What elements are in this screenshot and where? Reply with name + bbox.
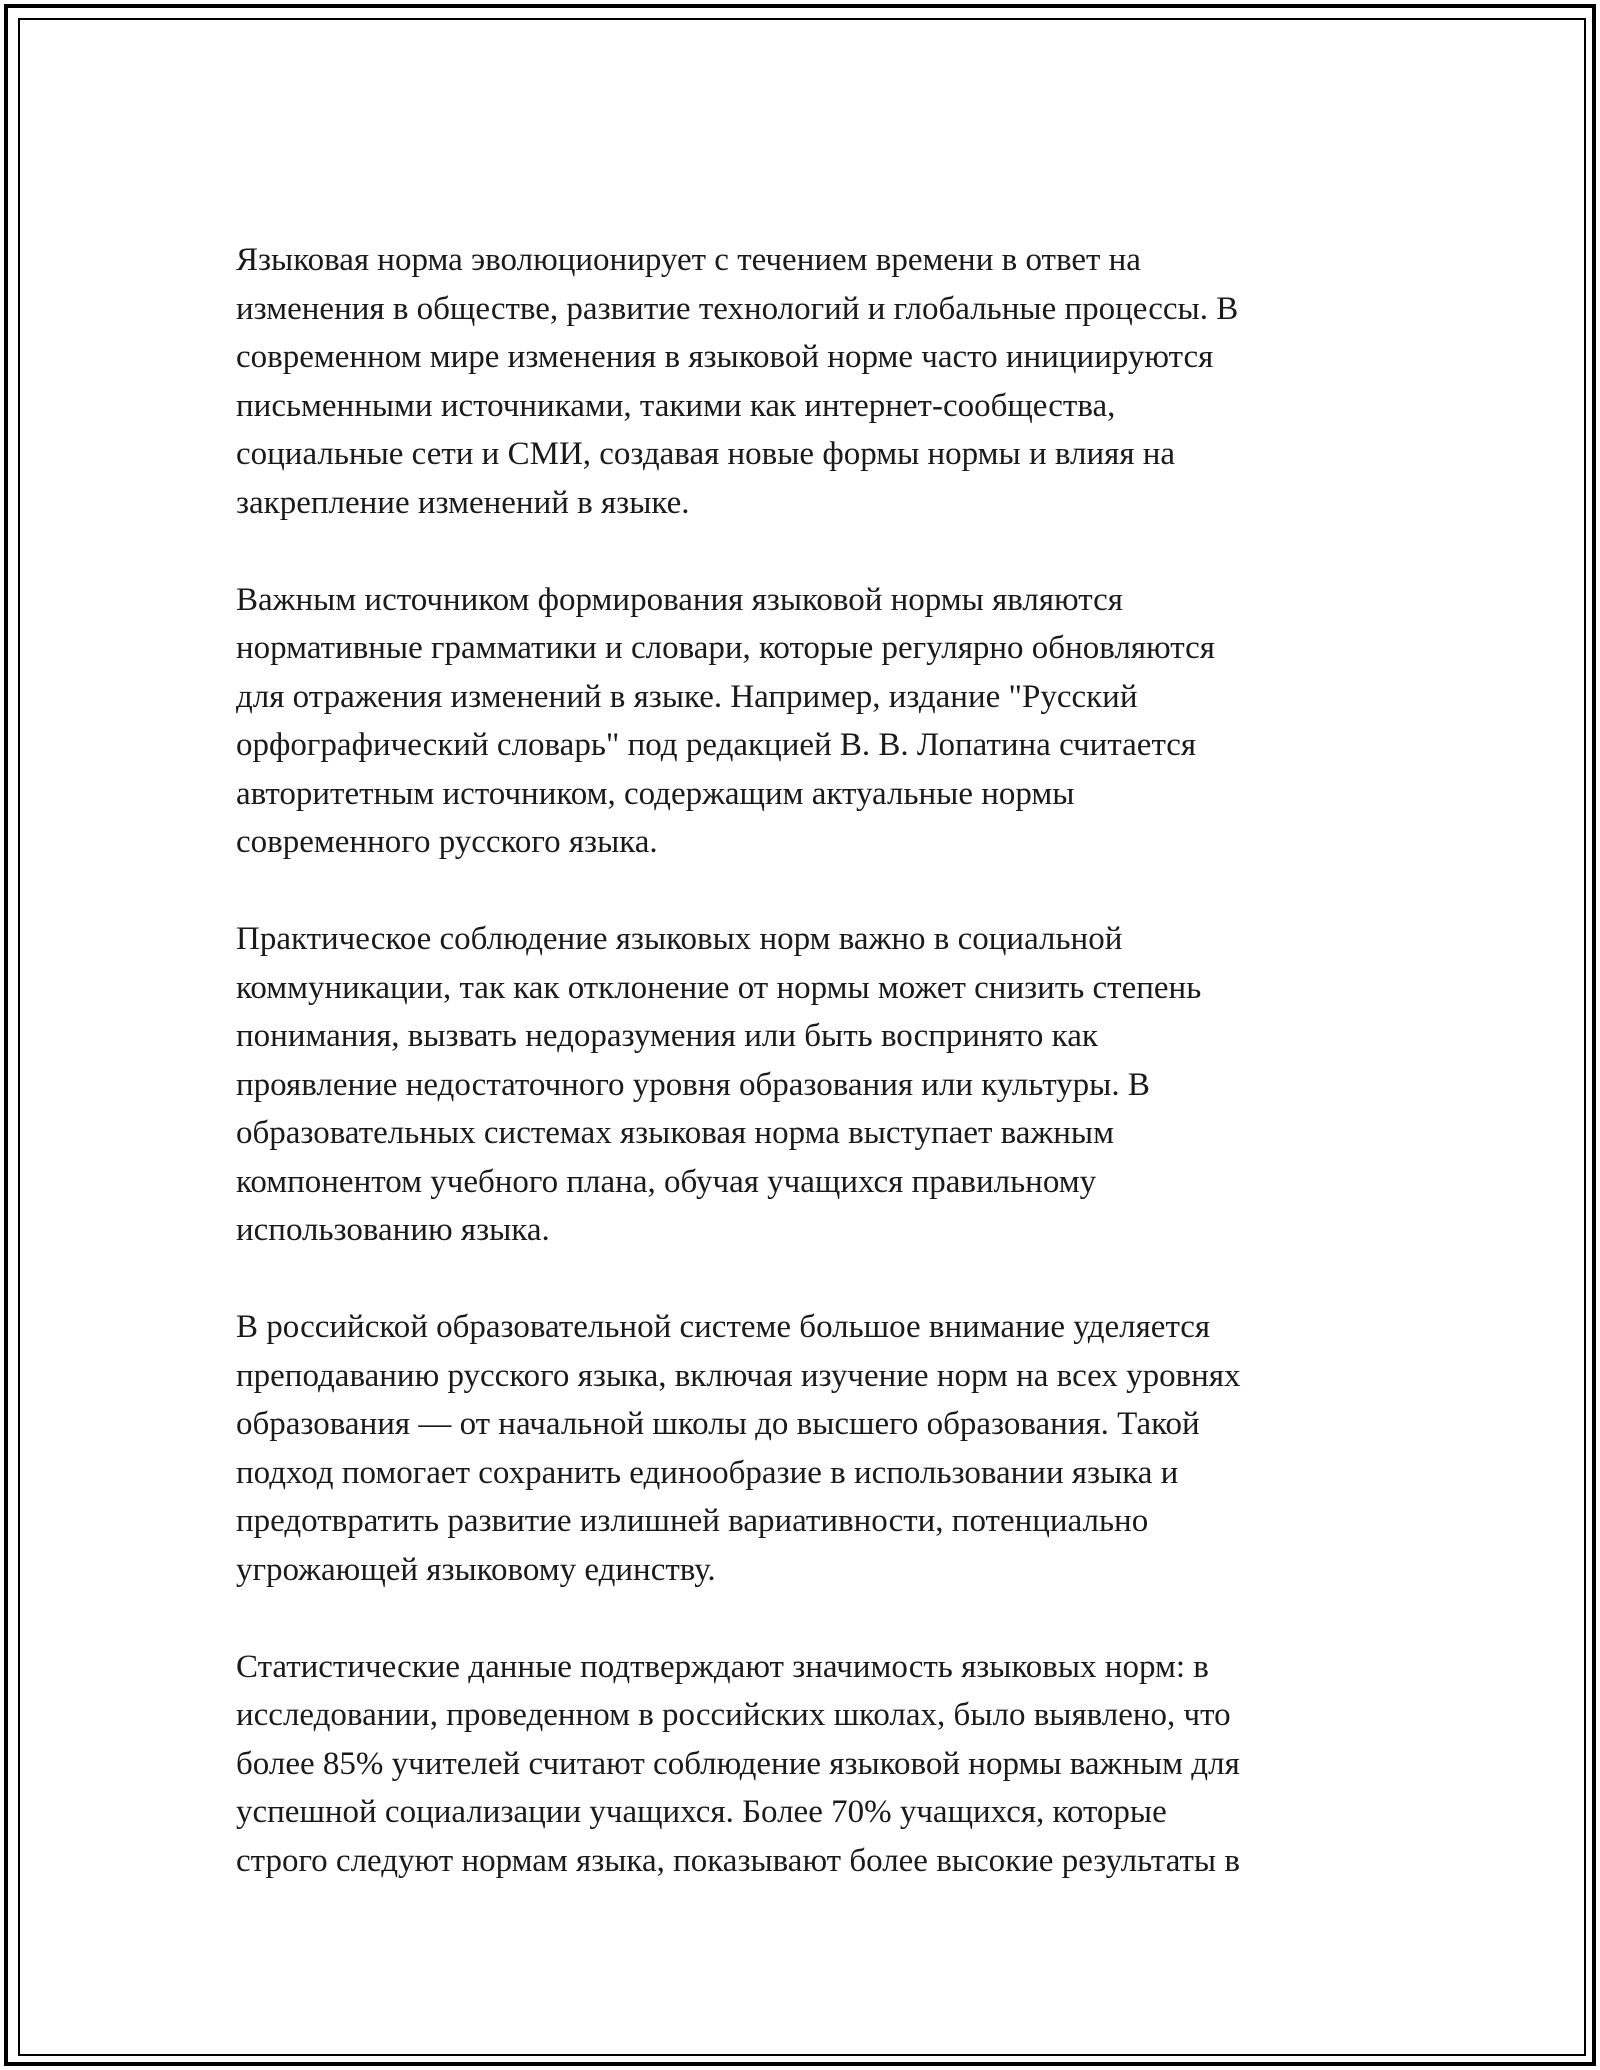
text-line: более 85% учителей считают соблюдение языковой нормы важным для [236,1745,1240,1782]
text-line: В российской образовательной системе большое внимание уделяется [236,1309,1211,1345]
text-line: нормативные грамматики и словари, которые регулярно обновляются [236,630,1215,666]
text-line: социальные сети и СМИ, создавая новые формы нормы и влияя на [236,436,1176,472]
text-line: исследовании, проведенном в российских школах, было выявлено, что [236,1697,1231,1733]
text-line: понимания, вызвать недоразумения или быть воспринято как [236,1018,1098,1054]
text-line: современного русского языка. [236,824,658,860]
document-body [236,236,1376,1934]
text-line: Языковая норма эволюционирует с течением времени в ответ на [236,242,1141,278]
text-line: Статистические данные подтверждают значимость языковых норм: в [236,1648,1209,1685]
text-line: коммуникации, так как отклонение от нормы может снизить степень [236,969,1202,1006]
text-line: компонентом учебного плана, обучая учащихся правильному [236,1163,1097,1200]
text-line: Практическое соблюдение языковых норм важно в социальной [236,921,1123,957]
text-line: орфографический словарь" под редакцией В. В. Лопатина считается [236,727,1197,763]
text-line: современном мире изменения в языковой норме часто инициируются [236,339,1214,375]
text-line: угрожающей языковому единству. [236,1551,716,1588]
paragraph-statistics [236,1643,1376,1886]
text-line: образования — от начальной школы до высшего образования. Такой [236,1406,1200,1442]
text-line: для отражения изменений в языке. Например, издание "Русский [236,678,1138,715]
paragraph-normative-sources [236,576,1376,867]
text-line: Важным источником формирования языковой нормы являются [236,581,1123,618]
text-line: успешной социализации учащихся. Более 70% учащихся, которые [236,1794,1167,1830]
paragraph-practical-observance [236,915,1376,1255]
text-line: проявление недостаточного уровня образования или культуры. В [236,1066,1150,1103]
paragraph-language-norm-evolution [236,236,1376,527]
text-line: изменения в обществе, развитие технологий и глобальные процессы. В [236,290,1239,327]
text-line: строго следуют нормам языка, показывают более высокие результаты в [236,1842,1240,1879]
text-line: закрепление изменений в языке. [236,484,690,521]
text-line: образовательных системах языковая норма выступает важным [236,1115,1114,1151]
text-line: преподаванию русского языка, включая изучение норм на всех уровнях [236,1357,1241,1394]
paragraph-russian-education-system [236,1303,1376,1594]
text-line: использованию языка. [236,1212,550,1248]
text-line: предотвратить развитие излишней вариативности, потенциально [236,1503,1149,1539]
text-line: авторитетным источником, содержащим актуальные нормы [236,775,1075,812]
text-line: письменными источниками, такими как интернет-сообщества, [236,387,1116,424]
text-line: подход помогает сохранить единообразие в использовании языка и [236,1454,1179,1491]
